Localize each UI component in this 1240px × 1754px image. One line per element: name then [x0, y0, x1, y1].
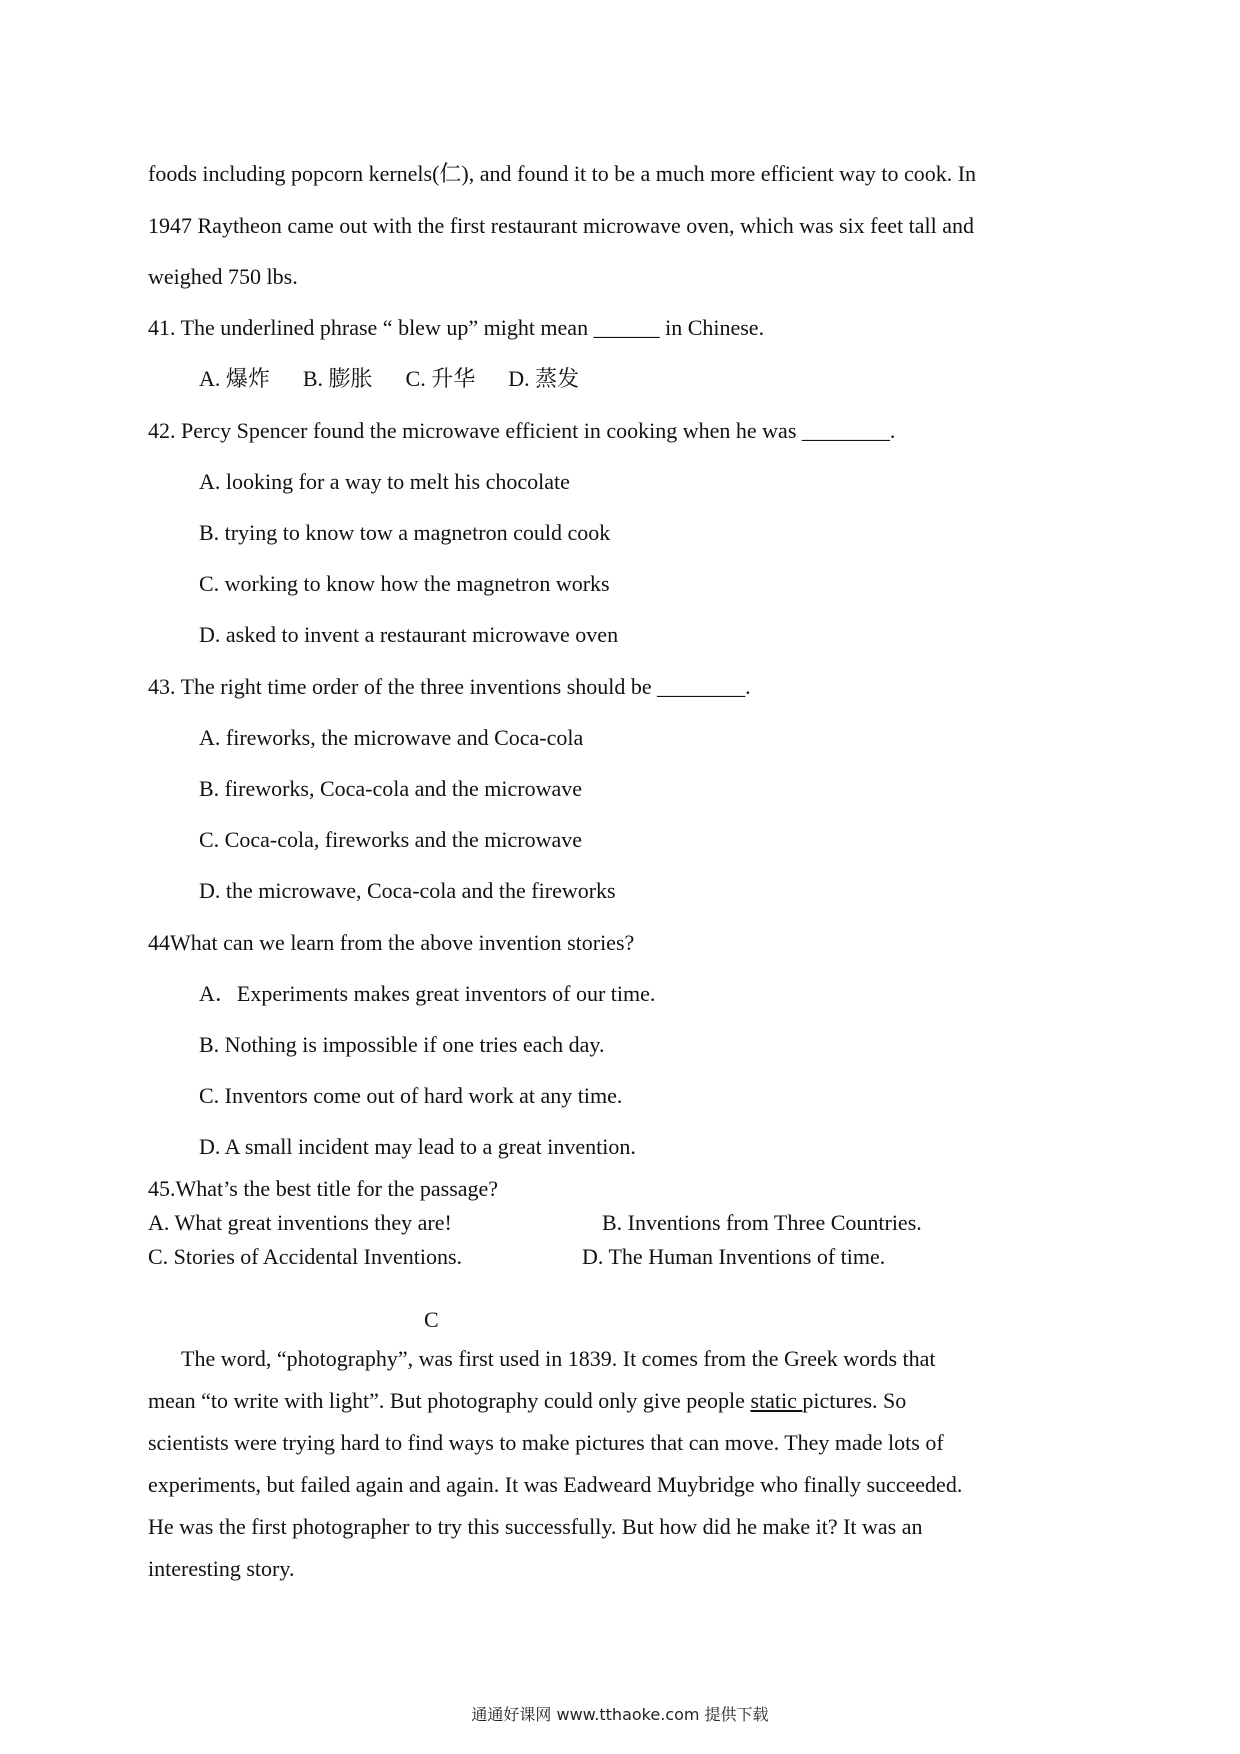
question-41-stem: 41. The underlined phrase “ blew up” might mean ______ in Chinese.	[148, 315, 765, 340]
question-43-option-b: B. fireworks, Coca-cola and the microwave	[199, 776, 583, 801]
question-43-stem: 43. The right time order of the three inventions should be ________.	[148, 674, 751, 699]
section-c-line: interesting story.	[148, 1556, 295, 1581]
question-42-option-b: B. trying to know tow a magnetron could cook	[199, 520, 611, 545]
intro-line: foods including popcorn kernels(仁), and found it to be a much more efficient way to cook. In	[148, 161, 977, 186]
question-45-option-c: C. Stories of Accidental Inventions.	[148, 1244, 463, 1269]
page-footer: 通通好课网 www.tthaoke.com 提供下载	[471, 1705, 769, 1724]
section-c-line: He was the first photographer to try this successfully. But how did he make it? It was an	[148, 1514, 923, 1539]
question-41-options: A. 爆炸 B. 膨胀 C. 升华 D. 蒸发	[199, 366, 580, 391]
section-c-line: The word, “photography”, was first used in 1839. It comes from the Greek words that	[181, 1346, 936, 1371]
section-c-line: experiments, but failed again and again. It was Eadweard Muybridge who finally succeeded.	[148, 1472, 963, 1497]
question-44-option-b: B. Nothing is impossible if one tries each day.	[199, 1032, 605, 1057]
question-43-option-d: D. the microwave, Coca-cola and the fireworks	[199, 878, 616, 903]
question-43-option-c: C. Coca-cola, fireworks and the microwave	[199, 827, 583, 852]
question-45-option-b: B. Inventions from Three Countries.	[602, 1210, 922, 1235]
section-c-heading: C	[424, 1307, 439, 1332]
question-44-stem: 44What can we learn from the above invention stories?	[148, 930, 635, 955]
section-c-line	[148, 1387, 906, 1415]
intro-line: weighed 750 lbs.	[148, 264, 298, 289]
underlined-word-static: static	[750, 1388, 803, 1413]
question-42-option-a: A. looking for a way to melt his chocolate	[199, 469, 570, 494]
section-c-line: scientists were trying hard to find ways to make pictures that can move. They made lots of	[148, 1430, 944, 1455]
question-43-option-a: A. fireworks, the microwave and Coca-cola	[199, 725, 584, 750]
intro-line: 1947 Raytheon came out with the first restaurant microwave oven, which was six feet tall and	[148, 213, 974, 238]
section-c-line-text: mean “to write with light”. But photography could only give people	[148, 1388, 751, 1413]
question-45-stem: 45.What’s the best title for the passage?	[148, 1176, 499, 1201]
question-44-option-c: C. Inventors come out of hard work at any time.	[199, 1083, 623, 1108]
question-42-option-c: C. working to know how the magnetron works	[199, 571, 610, 596]
question-44-option-d: D. A small incident may lead to a great invention.	[199, 1134, 636, 1159]
section-c-line-text: pictures. So	[802, 1388, 907, 1413]
question-42-stem: 42. Percy Spencer found the microwave efficient in cooking when he was ________.	[148, 418, 896, 443]
question-42-option-d: D. asked to invent a restaurant microwave oven	[199, 622, 619, 647]
question-45-option-d: D. The Human Inventions of time.	[582, 1244, 886, 1269]
question-45-option-a: A. What great inventions they are!	[148, 1210, 452, 1235]
question-44-option-a: A．Experiments makes great inventors of our time.	[199, 981, 656, 1006]
